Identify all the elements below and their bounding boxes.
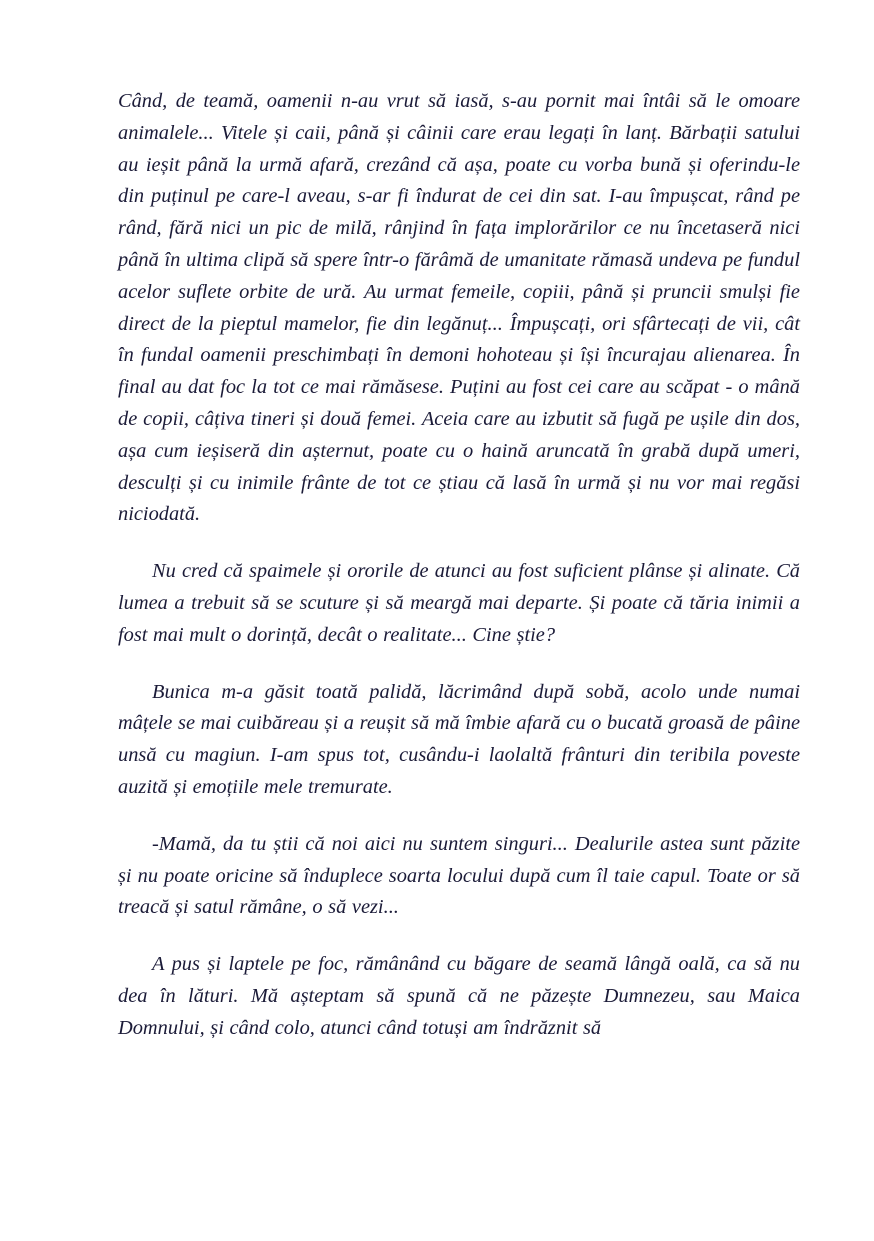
paragraph-1: Când, de teamă, oamenii n-au vrut să iasă, s-au pornit mai întâi să le omoare animalele... Vitele și caii, până și câinii care erau legați în lanț. Bărbații satului au ieșit până la urmă afară, crezând că așa, poate cu vorba bună și oferindu-le din puținul pe care-l aveau, s-ar fi îndurat de cei din sat. I-au împușcat, rând pe rând, fără nici un pic de milă, rânjind în fața implorărilor ce nu încetaseră nici până în ultima clipă să spere într-o fărâmă de umanitate rămasă undeva pe fundul acelor suflete orbite de ură. Au urmat femeile, copiii, până și pruncii smulși fie direct de la pieptul mamelor, fie din legănuț... Împușcați, ori sfârtecați de vii, cât în fundal oamenii preschimbați în demoni hohoteau și își încurajau alienarea. În final au dat foc la tot ce mai rămăsese. Puțini au fost cei care au scăpat - o mână de copii, câțiva tineri și două femei. Aceia care au izbutit să fugă pe ușile din dos, așa cum ieșiseră din așternut, poate cu o haină aruncată în grabă după umeri, desculți și cu inimile frânte de tot ce știau că lasă în urmă și nu vor mai regăsi niciodată.: [118, 90, 800, 526]
paragraph-2: Nu cred că spaimele și ororile de atunci au fost suficient plânse și alinate. Că lumea a trebuit să se scuture și să meargă mai departe. Și poate că tăria inimii a fost mai mult o dorință, decât o realitate... Cine știe?: [118, 560, 800, 646]
paragraph-3: Bunica m-a găsit toată palidă, lăcrimând după sobă, acolo unde numai mâțele se mai cuibăreau și a reușit să mă îmbie afară cu o bucată groasă de pâine unsă cu magiun. I-am spus tot, cusându-i laolaltă frânturi din teribila poveste auzită și emoțiile mele tremurate.: [118, 680, 800, 798]
paragraph-4: -Mamă, da tu știi că noi aici nu suntem singuri... Dealurile astea sunt păzite și nu poate oricine să înduplece soarta locului după cum îl taie capul. Toate or să treacă și satul rămâne, o să vezi...: [118, 832, 800, 919]
paragraph-5: A pus și laptele pe foc, rămânând cu băgare de seamă lângă oală, ca să nu dea în lături. Mă așteptam să spună că ne păzește Dumnezeu, sau Maica Domnului, și când colo, atunci când totuși am îndrăznit să: [118, 953, 800, 1039]
body-text-column: [118, 86, 800, 1045]
